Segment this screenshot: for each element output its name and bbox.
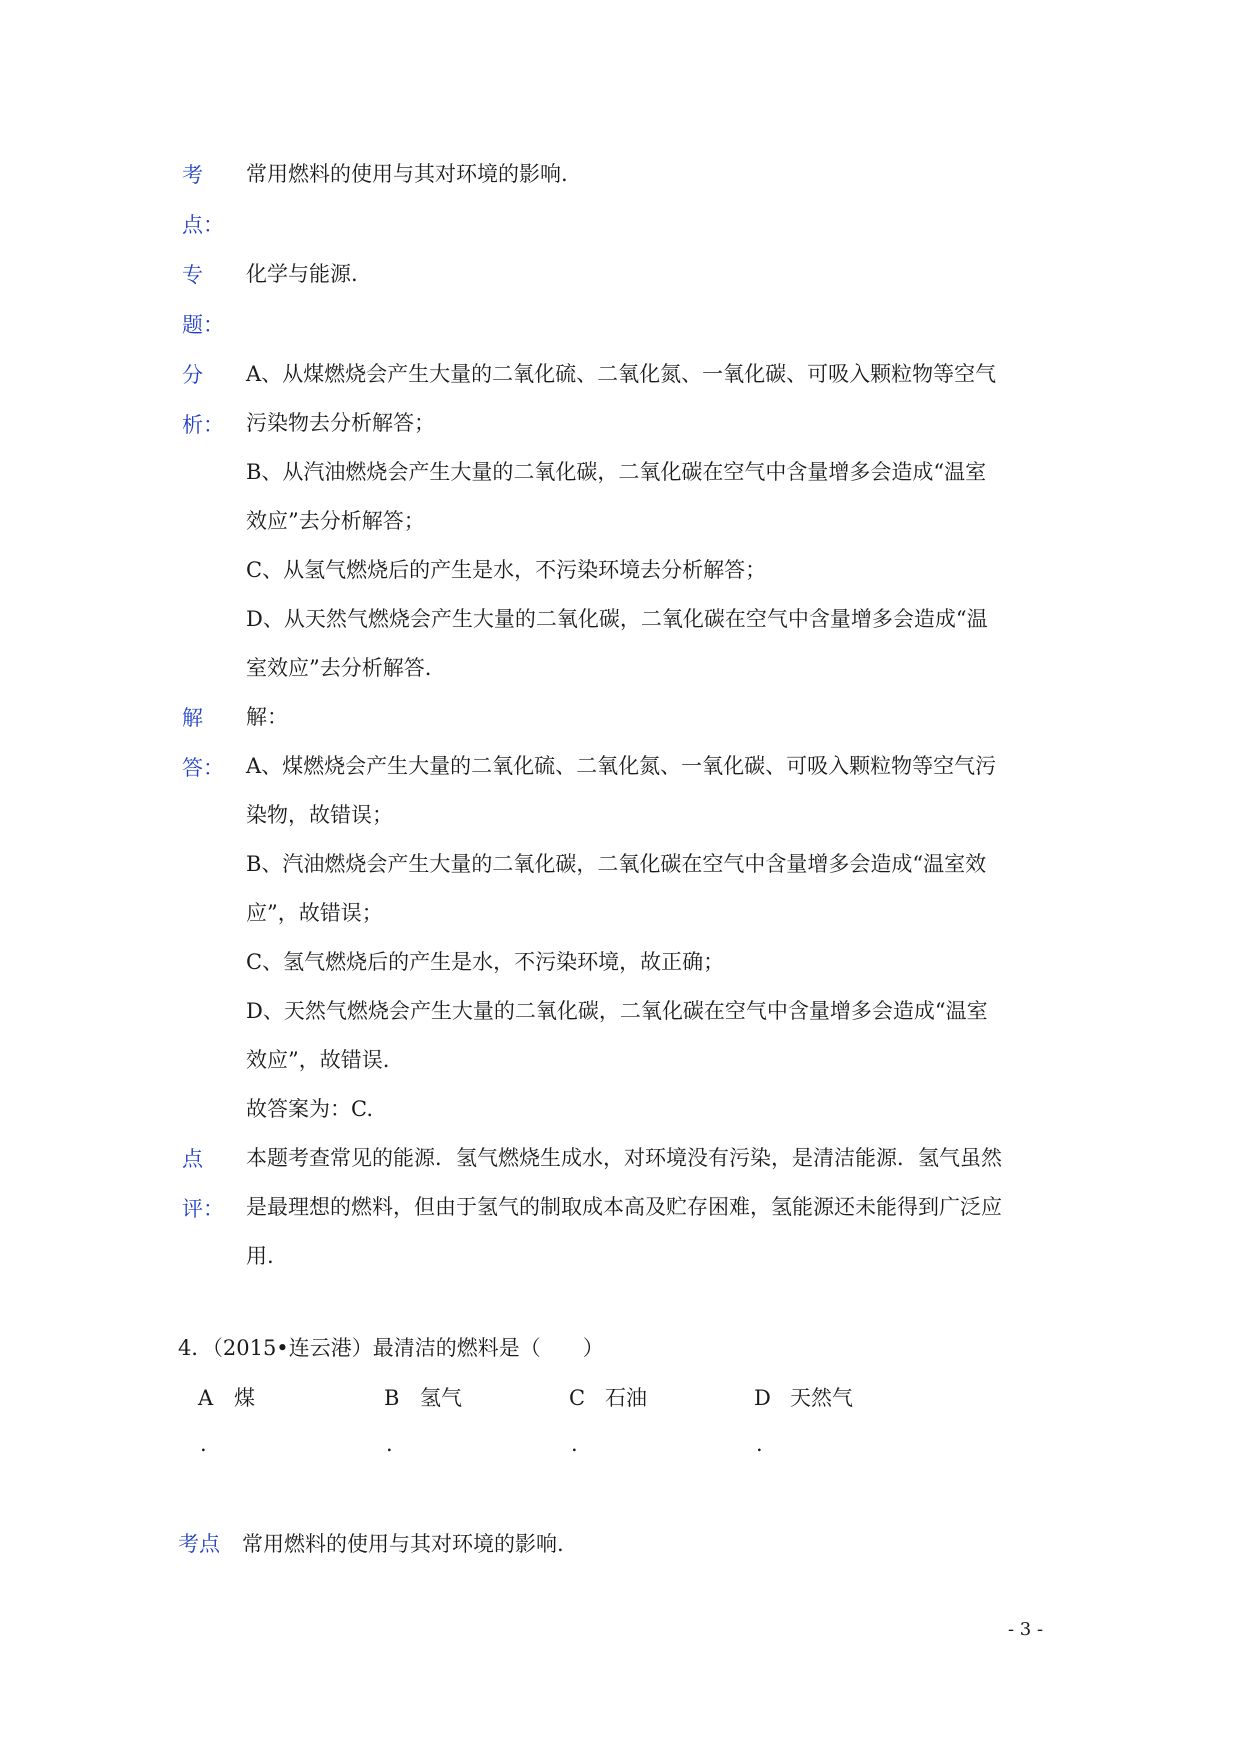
fenxi-row bbox=[182, 350, 1042, 693]
zhuanti-content: 化学与能源. bbox=[246, 262, 358, 286]
jieda-row bbox=[182, 693, 1042, 1134]
kaodian-row bbox=[182, 150, 1042, 250]
option-letter: B bbox=[384, 1386, 400, 1410]
option-dot: . bbox=[200, 1432, 207, 1456]
jieda-label: 解 答： bbox=[182, 706, 224, 780]
option-letter: C bbox=[569, 1386, 586, 1410]
next-kaodian-text: 常用燃料的使用与其对环境的影响. bbox=[242, 1532, 564, 1556]
question-stem: 4．（2015•连云港）最清洁的燃料是（ ） bbox=[178, 1336, 604, 1360]
option-text: 氢气 bbox=[420, 1386, 462, 1410]
option-b bbox=[384, 1378, 462, 1456]
option-text: 煤 bbox=[234, 1386, 255, 1410]
option-letter: A bbox=[198, 1386, 214, 1410]
option-dot: . bbox=[386, 1432, 393, 1456]
option-letter: D bbox=[754, 1386, 771, 1410]
next-kaodian-label: 考点 bbox=[178, 1532, 220, 1556]
option-a bbox=[198, 1378, 255, 1456]
option-text: 石油 bbox=[605, 1386, 647, 1410]
option-c bbox=[569, 1378, 647, 1456]
option-d bbox=[754, 1378, 853, 1456]
fenxi-content: A、从煤燃烧会产生大量的二氧化硫、二氧化氮、一氧化碳、可吸入颗粒物等空气 污染物去分析解答； B、从汽油燃烧会产生大量的二氧化碳，二氧化碳在空气中含量增多会造成“温室 效应”去分析解答； C、从氢气燃烧后的产生是水，不污染环境去分析解答； D、从天然气燃烧会产生大量的二氧化碳，二氧化碳在空气中含量增多会造成“温 室效应”去分析解答. bbox=[246, 362, 997, 680]
option-dot: . bbox=[756, 1432, 763, 1456]
question-options bbox=[198, 1378, 1018, 1478]
kaodian-label: 考 点： bbox=[182, 163, 224, 237]
option-dot: . bbox=[571, 1432, 578, 1456]
option-text: 天然气 bbox=[790, 1386, 853, 1410]
kaodian-content: 常用燃料的使用与其对环境的影响. bbox=[246, 162, 568, 186]
zhuanti-label: 专 题： bbox=[182, 263, 224, 337]
dianping-row bbox=[182, 1134, 1042, 1281]
explanation-table bbox=[182, 150, 1042, 1281]
next-kaodian bbox=[178, 1524, 564, 1564]
fenxi-label: 分 析： bbox=[182, 363, 224, 437]
jieda-content: 解： A、煤燃烧会产生大量的二氧化硫、二氧化氮、一氧化碳、可吸入颗粒物等空气污 染物，故错误； B、汽油燃烧会产生大量的二氧化碳，二氧化碳在空气中含量增多会造成“温室效 应”，故错误； C、氢气燃烧后的产生是水，不污染环境，故正确； D、天然气燃烧会产生大量的二氧化碳，二氧化碳在空气中含量增多会造成“温室 效应”，故错误. 故答案为：C. bbox=[246, 705, 997, 1121]
zhuanti-row bbox=[182, 250, 1042, 350]
page-number: - 3 - bbox=[1008, 1619, 1044, 1640]
dianping-label: 点 评： bbox=[182, 1147, 224, 1221]
dianping-content: 本题考查常见的能源．氢气燃烧生成水，对环境没有污染，是清洁能源．氢气虽然 是最理想的燃料，但由于氢气的制取成本高及贮存困难，氢能源还未能得到广泛应 用. bbox=[246, 1146, 1002, 1268]
